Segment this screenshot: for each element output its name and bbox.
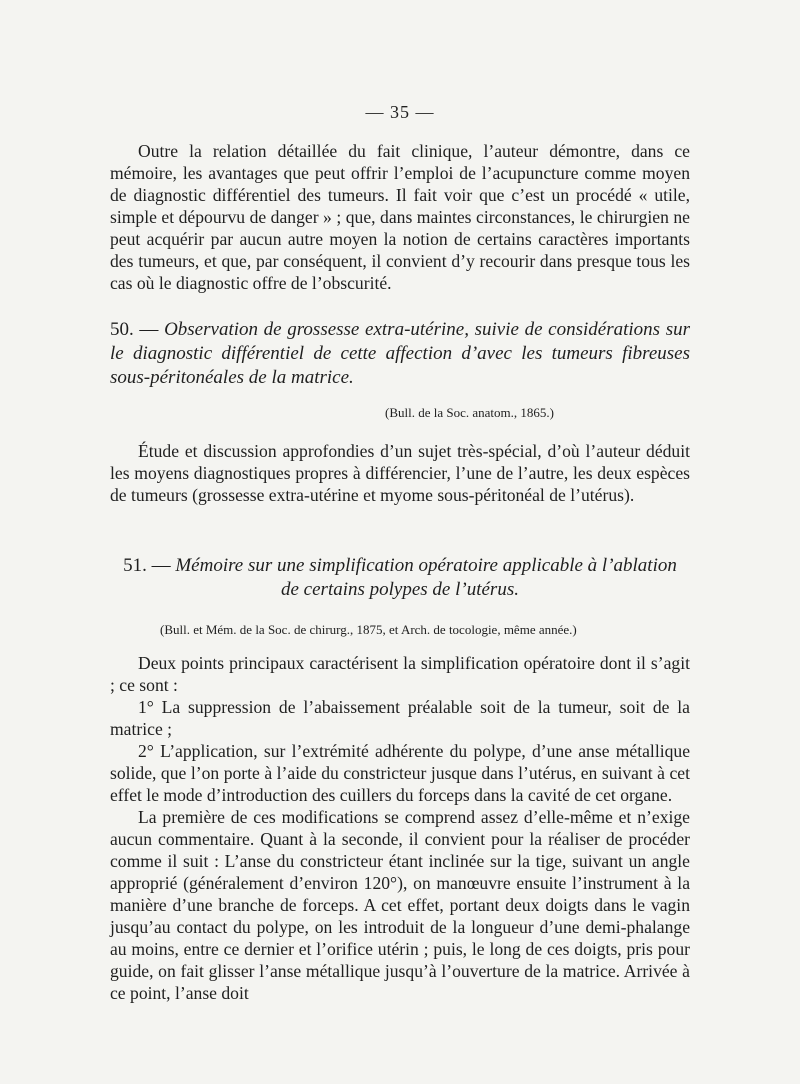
entry-51-body xyxy=(110,652,690,1004)
entry-50-title-block xyxy=(110,318,690,390)
entry-51-title: Mémoire sur une simplification opératoire applicable à l’ablation de certains polypes de l’utérus. xyxy=(175,555,677,600)
entry-50-body xyxy=(110,440,690,506)
entry-50-reference: (Bull. de la Soc. anatom., 1865.) xyxy=(385,405,554,420)
entry-50-number: 50. — xyxy=(110,319,159,340)
entry-51-paragraph: 1° La suppression de l’abaissement préalable soit de la tumeur, soit de la matrice ; xyxy=(110,697,690,739)
entry-51-paragraph: La première de ces modifications se comprend assez d’elle-même et n’exige aucun commentaire. Quant à la seconde, il convient pour la réaliser de procéder comme il suit : L’anse du constricteur étant inclinée sur la tige, suivant un angle approprié (généralement d’environ 120°), on manœuvre ensuite l’instrument à la manière d’une branche de forceps. A cet effet, portant deux doigts dans le vagin jusqu’au contact du polype, on les introduit de la longueur d’une demi-phalange au moins, entre ce dernier et l’orifice utérin ; puis, le long de ces doigts, pris pour guide, on fait glisser l’anse métallique jusqu’à l’ouverture de la matrice. Arrivée à ce point, l’anse doit xyxy=(110,807,690,1003)
entry-51-number: 51. — xyxy=(123,555,171,576)
page-number: — 35 — xyxy=(365,102,435,122)
intro-text: Outre la relation détaillée du fait clinique, l’auteur démontre, dans ce mémoire, les avantages que peut offrir l’emploi de l’acupuncture comme moyen de diagnostic différentiel des tumeurs. Il fait voir que c’est un procédé « utile, simple et dépourvu de danger » ; que, dans maintes circonstances, le chirurgien ne peut acquérir par aucun autre moyen la notion de certains caractères importants des tumeurs, et que, par conséquent, il convient d’y recourir dans presque tous les cas où le diagnostic offre de l’obscurité. xyxy=(110,141,690,293)
entry-50-body-text: Étude et discussion approfondies d’un sujet très-spécial, d’où l’auteur déduit les moyens diagnostiques propres à différencier, l’une de l’autre, les deux espèces de tumeurs (grossesse extra-utérine et myome sous-péritonéal de l’utérus). xyxy=(110,441,690,505)
entry-51-reference: (Bull. et Mém. de la Soc. de chirurg., 1875, et Arch. de tocologie, même année.) xyxy=(160,622,577,637)
entry-50-title: Observation de grossesse extra-utérine, suivie de considérations sur le diagnostic différentiel de cette affection d’avec les tumeurs fibreuses sous-péritonéales de la matrice. xyxy=(110,319,690,388)
entry-51-title-block xyxy=(110,554,690,602)
entry-51-paragraph: 2° L’application, sur l’extrémité adhérente du polype, d’une anse métallique solide, que l’on porte à l’aide du constricteur jusque dans l’utérus, en suivant à cet effet le mode d’introduction des cuillers du forceps dans la cavité de cet organe. xyxy=(110,741,690,805)
entry-51-paragraph: Deux points principaux caractérisent la simplification opératoire dont il s’agit ; ce sont : xyxy=(110,653,690,695)
intro-paragraph xyxy=(110,140,690,294)
